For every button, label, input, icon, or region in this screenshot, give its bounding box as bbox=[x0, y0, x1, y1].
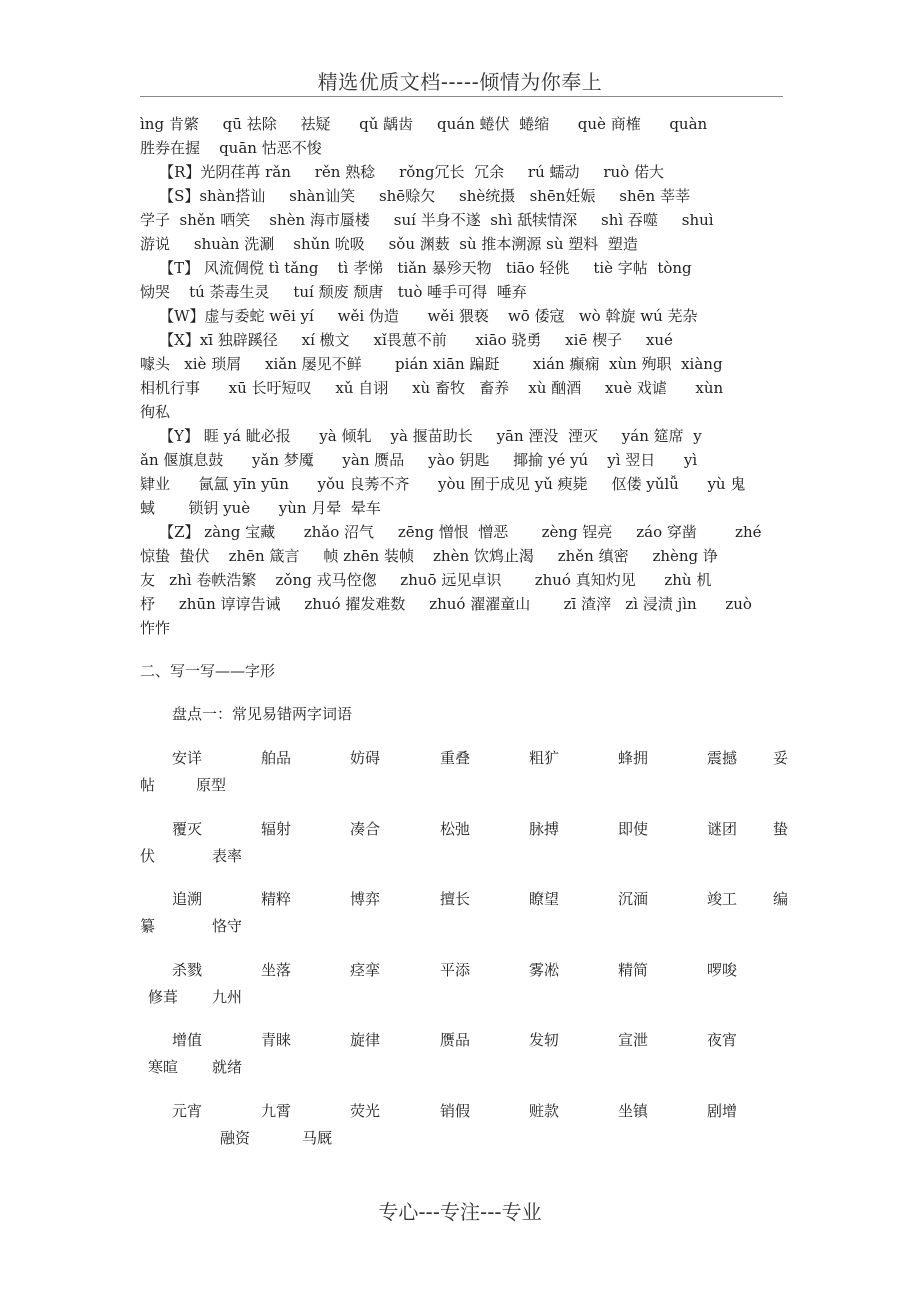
word-item: 增值 bbox=[172, 1031, 203, 1049]
word-item: 精粹 bbox=[261, 890, 292, 908]
pinyin-section bbox=[140, 112, 840, 640]
word-item: 痉挛 bbox=[350, 961, 381, 979]
word-item: 凑合 bbox=[350, 820, 381, 838]
word-item: 辐射 bbox=[261, 820, 292, 838]
word-item: 覆灭 bbox=[172, 820, 203, 838]
word-item: 发轫 bbox=[529, 1031, 560, 1049]
word-item: 舶品 bbox=[261, 749, 292, 767]
word-item: 青睐 bbox=[261, 1031, 292, 1049]
word-item: 表率 bbox=[212, 847, 243, 865]
word-item: 即使 bbox=[618, 820, 649, 838]
pinyin-line: 游说 shuàn 洗涮 shǔn 吮吸 sǒu 渊薮 sù 推本溯源 sù 塑料 塑造 bbox=[140, 235, 638, 253]
word-item: 精简 bbox=[618, 961, 649, 979]
pinyin-line: 怍怍 bbox=[140, 619, 171, 637]
pinyin-line-y: 【Y】 睚 yá 眦必报 yà 倾轧 yà 揠苗助长 yān 湮没 湮灭 yán 筵席 y bbox=[140, 427, 702, 445]
word-item: 旋律 bbox=[350, 1031, 381, 1049]
pinyin-line-r: 【R】光阴荏苒 rǎn rěn 熟稔 rǒng冗长 冗余 rú 蠕动 ruò 偌大 bbox=[140, 163, 664, 181]
word-item: 伏 bbox=[140, 847, 156, 865]
pinyin-line: 学子 shěn 哂笑 shèn 海市蜃楼 suí 半身不遂 shì 舐犊情深 shì 吞噬 shuì bbox=[140, 211, 714, 229]
pinyin-line: ìng 肯綮 qū 祛除 祛疑 qǔ 龋齿 quán 蜷伏 蜷缩 què 商榷 quàn bbox=[140, 115, 708, 133]
section-title: 二、写一写——字形 bbox=[140, 662, 276, 680]
word-item: 宣泄 bbox=[618, 1031, 649, 1049]
pinyin-line: 胜券在握 quān 怙恶不悛 bbox=[140, 139, 322, 157]
subsection-title: 盘点一：常见易错两字词语 bbox=[172, 705, 353, 723]
pinyin-line-s: 【S】shàn搭讪 shàn讪笑 shē赊欠 shè统摄 shēn妊娠 shēn 莘莘 bbox=[140, 187, 690, 205]
page-header-title: 精选优质文档-----倾情为你奉上 bbox=[317, 70, 603, 94]
pinyin-line: 肄业 氤氲 yīn yūn yǒu 良莠不齐 yòu 囿于成见 yǔ 瘐毙 伛偻 yǔlǚ yù 鬼 bbox=[140, 475, 746, 493]
word-item: 竣工 bbox=[707, 890, 738, 908]
word-item: 融资 bbox=[220, 1129, 251, 1147]
word-item: 坐镇 bbox=[618, 1102, 649, 1120]
word-item: 粗犷 bbox=[529, 749, 560, 767]
word-item: 重叠 bbox=[440, 749, 471, 767]
pinyin-line-x: 【X】xī 独辟蹊径 xí 檄文 xǐ畏葸不前 xiāo 骁勇 xiē 楔子 xué bbox=[140, 331, 673, 349]
word-item: 松弛 bbox=[440, 820, 471, 838]
word-item: 博弈 bbox=[350, 890, 381, 908]
word-item: 剧增 bbox=[707, 1102, 738, 1120]
pinyin-line: 蜮 锁钥 yuè yùn 月晕 晕车 bbox=[140, 499, 381, 517]
word-item: 震撼 bbox=[707, 749, 738, 767]
word-item: 寒暄 bbox=[148, 1058, 179, 1076]
pinyin-line-z: 【Z】 zàng 宝藏 zhǎo 沼气 zēng 憎恨 憎恶 zèng 锃亮 záo 穿凿 zhé bbox=[140, 523, 762, 541]
word-item: 编 bbox=[773, 890, 789, 908]
word-item: 荧光 bbox=[350, 1102, 381, 1120]
word-item: 雾凇 bbox=[529, 961, 560, 979]
word-item: 妨碍 bbox=[350, 749, 381, 767]
pinyin-line: 惊蛰 蛰伏 zhēn 箴言 帧 zhēn 装帧 zhèn 饮鸩止渴 zhěn 缜密 zhèng 诤 bbox=[140, 547, 718, 565]
word-item: 帖 bbox=[140, 776, 156, 794]
pinyin-line-w: 【W】虚与委蛇 wēi yí wěi 伪造 wěi 猥亵 wō 倭寇 wò 斡旋 wú 芜杂 bbox=[140, 307, 698, 325]
word-item: 恪守 bbox=[212, 917, 243, 935]
word-item: 九霄 bbox=[261, 1102, 292, 1120]
word-item: 谜团 bbox=[707, 820, 738, 838]
word-item: 杀戮 bbox=[172, 961, 203, 979]
word-item: 赃款 bbox=[529, 1102, 560, 1120]
word-item: 安详 bbox=[172, 749, 203, 767]
page-footer: 专心---专注---专业 bbox=[378, 1200, 542, 1224]
word-item: 坐落 bbox=[261, 961, 292, 979]
word-item: 纂 bbox=[140, 917, 156, 935]
word-item: 夜宵 bbox=[707, 1031, 738, 1049]
word-item: 马厩 bbox=[302, 1129, 333, 1147]
word-item: 追溯 bbox=[172, 890, 203, 908]
pinyin-line: 恸哭 tú 荼毒生灵 tuí 颓废 颓唐 tuò 唾手可得 唾弃 bbox=[140, 283, 527, 301]
pinyin-line: 友 zhì 卷帙浩繁 zǒng 戎马倥偬 zhuō 远见卓识 zhuó 真知灼见 zhù 机 bbox=[140, 571, 712, 589]
pinyin-line: 噱头 xiè 琐屑 xiǎn 屡见不鲜 pián xiān 蹁跹 xián 癫痫 xùn 殉职 xiàng bbox=[140, 355, 723, 373]
word-item: 元宵 bbox=[172, 1102, 203, 1120]
word-item: 瞭望 bbox=[529, 890, 560, 908]
pinyin-line: 相机行事 xū 长吁短叹 xǔ 自诩 xù 畜牧 畜养 xù 酗酒 xuè 戏谑 xùn bbox=[140, 379, 724, 397]
header-divider bbox=[140, 96, 783, 97]
word-item: 妥 bbox=[773, 749, 789, 767]
word-item: 原型 bbox=[196, 776, 227, 794]
word-item: 销假 bbox=[440, 1102, 471, 1120]
pinyin-line: 徇私 bbox=[140, 403, 171, 421]
word-item: 沉湎 bbox=[618, 890, 649, 908]
word-item: 脉搏 bbox=[529, 820, 560, 838]
word-item: 啰唆 bbox=[707, 961, 738, 979]
word-item: 修葺 bbox=[148, 988, 179, 1006]
word-item: 九州 bbox=[212, 988, 243, 1006]
pinyin-line: 杼 zhūn 谆谆告诫 zhuó 擢发难数 zhuó 濯濯童山 zī 渣滓 zì 浸渍 jìn zuò bbox=[140, 595, 752, 613]
word-item: 平添 bbox=[440, 961, 471, 979]
word-item: 赝品 bbox=[440, 1031, 471, 1049]
word-item: 蜂拥 bbox=[618, 749, 649, 767]
word-item: 擅长 bbox=[440, 890, 471, 908]
word-item: 蛰 bbox=[773, 820, 789, 838]
pinyin-line: ǎn 偃旗息鼓 yǎn 梦魇 yàn 赝品 yào 钥匙 揶揄 yé yú yì 翌日 yì bbox=[140, 451, 698, 469]
word-item: 就绪 bbox=[212, 1058, 243, 1076]
pinyin-line-t: 【T】 风流倜傥 tì tǎng tì 孝悌 tiǎn 暴殄天物 tiāo 轻佻 tiè 字帖 tòng bbox=[140, 259, 692, 277]
